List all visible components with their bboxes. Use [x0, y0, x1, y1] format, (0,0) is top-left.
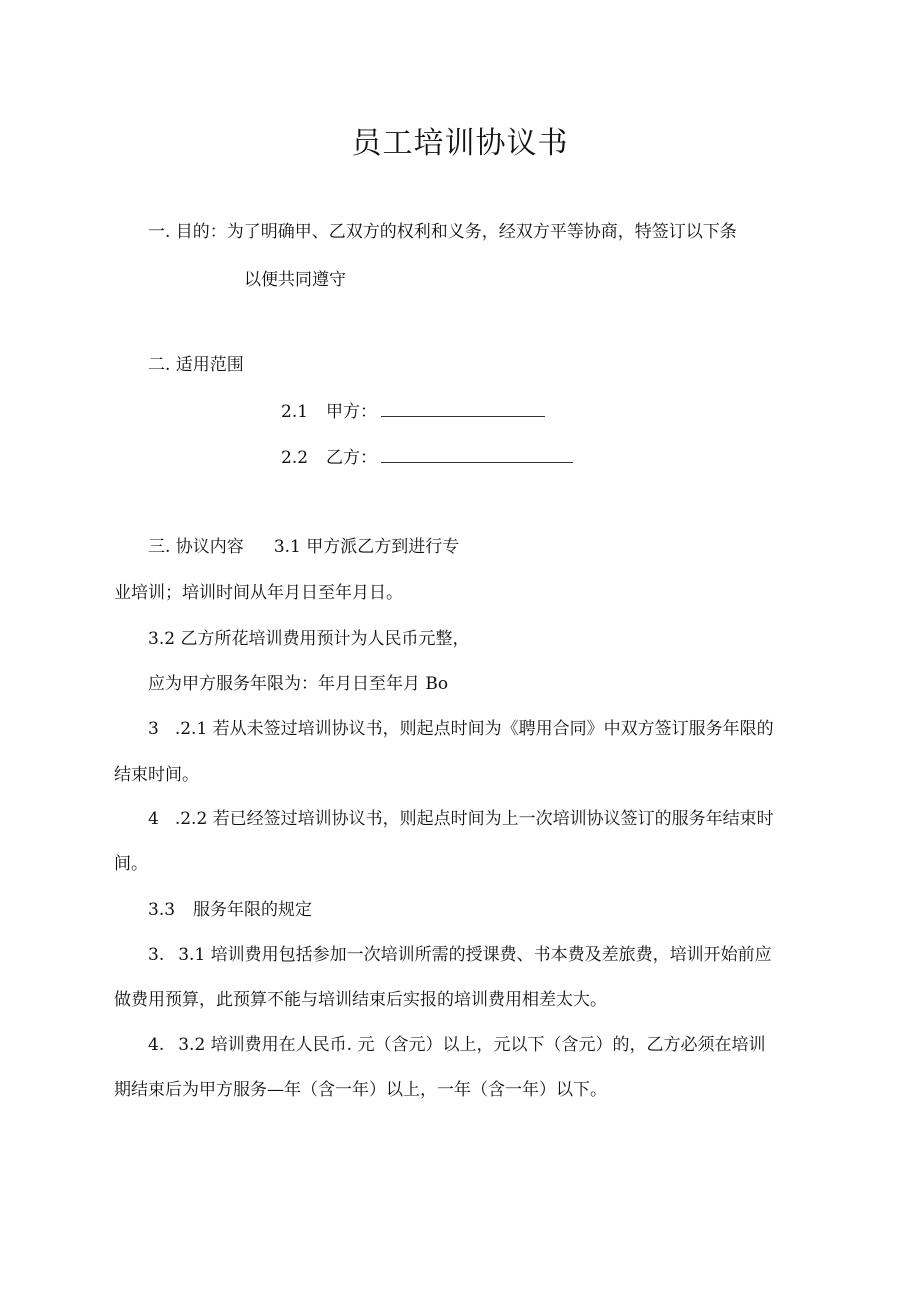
clause-3-2-2-line-2: 间。: [114, 854, 148, 874]
party-a-row: [281, 400, 545, 424]
clause-3-3-1-number: 3.: [148, 945, 165, 965]
clause-3-2-1-text: .2.1 若从未签过培训协议书，则起点时间为《聘用合同》中双方签订服务年限的: [174, 719, 774, 739]
clause-3-3-text: 服务年限的规定: [193, 900, 313, 920]
clause-3-2-1-number: 3: [148, 719, 159, 739]
clause-3-2-line-1: 3.2 乙方所花培训费用预计为人民币元整，: [148, 629, 470, 649]
content-heading-row: [148, 535, 459, 559]
purpose-line-1: 一. 目的：为了明确甲、乙双方的权利和义务，经双方平等协商，特签订以下条: [148, 222, 737, 242]
party-b-label: 乙方：: [326, 448, 378, 468]
clause-3-1-end: 业培训；培训时间从年月日至年月日。: [114, 583, 403, 603]
party-a-label: 甲方：: [326, 402, 378, 422]
purpose-line-2: 以便共同遵守: [244, 270, 346, 290]
clause-3-3-2-line-2: 期结束后为甲方服务—年（含一年）以上，一年（含一年）以下。: [114, 1080, 607, 1100]
clause-3-3-number: 3.3: [148, 900, 176, 920]
clause-3-2-1-line-1: [148, 717, 774, 741]
party-b-number: 2.2: [281, 448, 309, 468]
clause-3-3-2-number: 4.: [148, 1035, 165, 1055]
scope-heading: 二. 适用范围: [148, 355, 244, 375]
clause-3-3-1-line-2: 做费用预算，此预算不能与培训结束后实报的培训费用相差太大。: [114, 990, 607, 1010]
clause-3-3-2-text: 3.2 培训费用在人民币. 元（含元）以上，元以下（含元）的，乙方必须在培训: [178, 1035, 766, 1055]
clause-3-3-1-text: 3.1 培训费用包括参加一次培训所需的授课费、书本费及差旅费，培训开始前应: [178, 945, 772, 965]
party-a-blank-field[interactable]: [381, 400, 545, 417]
party-b-blank-field[interactable]: [381, 446, 573, 463]
clause-3-3-1-line-1: [148, 943, 772, 967]
clause-3-2-2-line-1: [148, 807, 774, 831]
clause-3-3-row: [148, 898, 312, 922]
clause-3-2-2-text: .2.2 若已经签过培训协议书，则起点时间为上一次培训协议签订的服务年结束时: [174, 809, 774, 829]
party-a-number: 2.1: [281, 402, 309, 422]
content-heading: 三. 协议内容: [148, 537, 244, 557]
clause-3-1-start: 3.1 甲方派乙方到进行专: [273, 537, 460, 557]
clause-3-2-line-2: 应为甲方服务年限为：年月日至年月 Bo: [148, 674, 449, 694]
clause-3-2-2-number: 4: [148, 809, 159, 829]
clause-3-3-2-line-1: [148, 1033, 765, 1057]
clause-3-2-1-line-2: 结束时间。: [114, 765, 199, 785]
party-b-row: [281, 446, 573, 470]
document-title: 员工培训协议书: [351, 126, 569, 161]
